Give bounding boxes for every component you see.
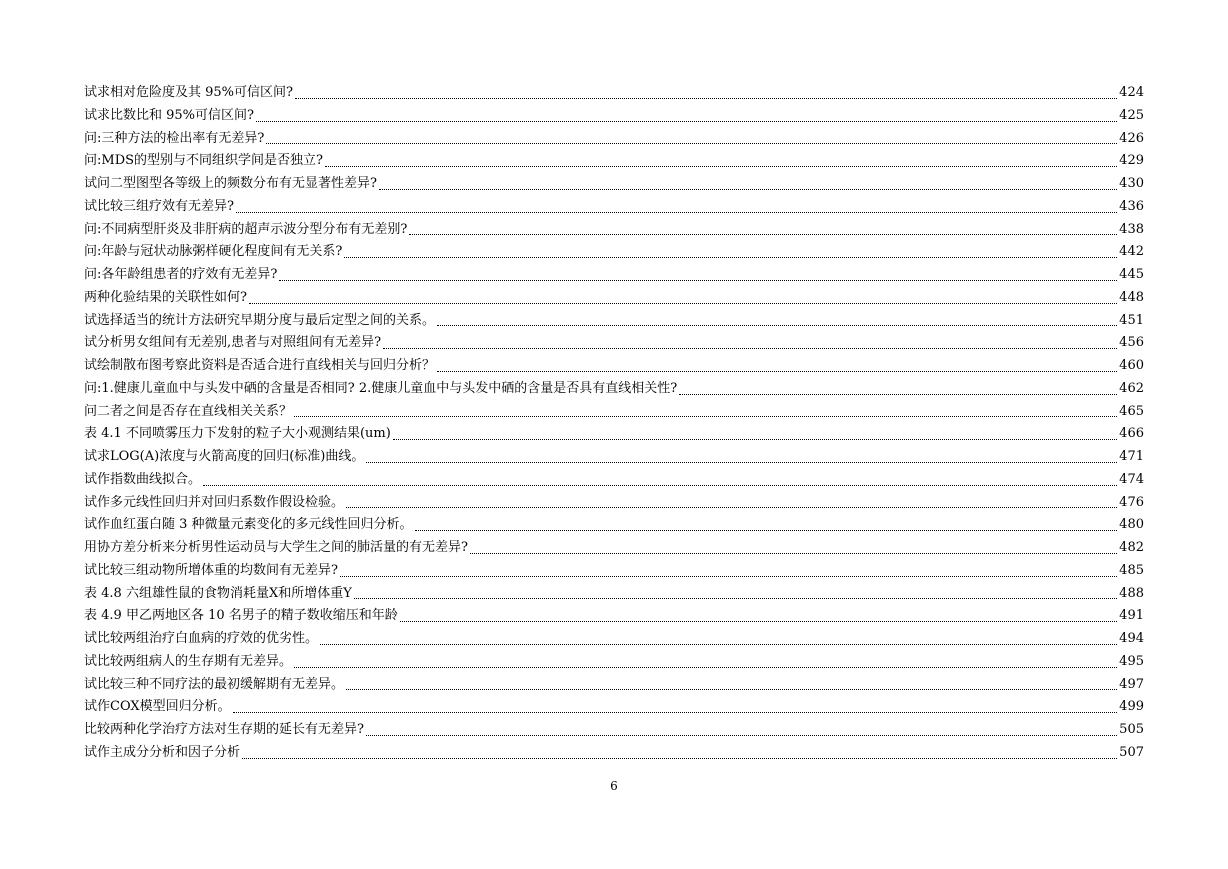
toc-entry[interactable] bbox=[84, 537, 1144, 560]
dot-leader bbox=[354, 598, 1117, 599]
toc-entry-page: 466 bbox=[1119, 426, 1144, 442]
toc-entry[interactable] bbox=[84, 628, 1144, 651]
toc-entry[interactable] bbox=[84, 560, 1144, 583]
toc-entry-page: 494 bbox=[1119, 631, 1144, 646]
dot-leader bbox=[437, 325, 1117, 326]
toc-entry-page: 462 bbox=[1119, 380, 1144, 396]
toc-entry[interactable] bbox=[84, 264, 1144, 287]
toc-entry-page: 460 bbox=[1119, 358, 1144, 373]
toc-entry-page: 491 bbox=[1119, 608, 1144, 624]
toc-entry-title: 试比较三组动物所增体重的均数间有无差异? bbox=[84, 562, 338, 578]
dot-leader bbox=[340, 576, 1117, 577]
page-number: 6 bbox=[610, 779, 618, 793]
toc-entry-title: 问二者之间是否存在直线相关关系？ bbox=[84, 403, 293, 419]
dot-leader bbox=[266, 143, 1117, 144]
toc-entry[interactable] bbox=[84, 696, 1144, 719]
dot-leader bbox=[294, 416, 1117, 417]
dot-leader bbox=[415, 530, 1118, 531]
dot-leader bbox=[344, 257, 1117, 258]
toc-entry-page: 456 bbox=[1119, 335, 1144, 351]
toc-entry-page: 471 bbox=[1119, 449, 1144, 464]
toc-entry-page: 507 bbox=[1119, 744, 1144, 760]
toc-entry[interactable] bbox=[84, 128, 1144, 151]
toc-entry-page: 488 bbox=[1119, 585, 1144, 601]
toc-entry[interactable] bbox=[84, 651, 1144, 674]
toc-entry-title: 表 4.8 六组雄性鼠的食物消耗量X和所增体重Y bbox=[84, 585, 352, 601]
dot-leader bbox=[256, 121, 1117, 122]
toc-entry-title: 用协方差分析来分析男性运动员与大学生之间的肺活量的有无差异? bbox=[84, 540, 468, 555]
toc-entry-title: 两种化验结果的关联性如何? bbox=[84, 289, 247, 305]
toc-entry-title: 试分析男女组间有无差别,患者与对照组间有无差异? bbox=[84, 335, 382, 351]
toc-entry-title: 试比较两组治疗白血病的疗效的优劣性。 bbox=[84, 631, 319, 646]
toc-entry[interactable] bbox=[84, 332, 1144, 355]
toc-entry[interactable] bbox=[84, 287, 1144, 310]
toc-entry-title: 试作主成分分析和因子分析 bbox=[84, 744, 241, 760]
toc-entry-page: 430 bbox=[1119, 176, 1144, 191]
table-of-contents bbox=[84, 82, 1144, 765]
toc-entry[interactable] bbox=[84, 378, 1144, 401]
toc-entry[interactable] bbox=[84, 514, 1144, 537]
toc-entry-page: 451 bbox=[1119, 312, 1144, 328]
toc-entry-page: 438 bbox=[1119, 221, 1144, 237]
dot-leader bbox=[279, 280, 1117, 281]
toc-entry-page: 445 bbox=[1119, 267, 1144, 282]
toc-entry-title: 问:1.健康儿童血中与头发中硒的含量是否相同? 2.健康儿童血中与头发中硒的含量是否具有直线相关性? bbox=[84, 380, 678, 396]
dot-leader bbox=[400, 621, 1117, 622]
toc-entry-page: 485 bbox=[1119, 562, 1144, 578]
toc-entry-title: 试比较三组疗效有无差异? bbox=[84, 198, 234, 214]
toc-entry-page: 482 bbox=[1119, 540, 1144, 555]
toc-entry[interactable] bbox=[84, 469, 1144, 492]
toc-entry-title: 试作指数曲线拟合。 bbox=[84, 471, 202, 487]
toc-entry-title: 试作COX模型回归分析。 bbox=[84, 699, 231, 715]
toc-entry[interactable] bbox=[84, 196, 1144, 219]
toc-entry-page: 474 bbox=[1119, 471, 1144, 487]
toc-entry-title: 试求LOG(A)浓度与火箭高度的回归(标准)曲线。 bbox=[84, 449, 365, 464]
toc-entry[interactable] bbox=[84, 82, 1144, 105]
dot-leader bbox=[346, 689, 1117, 690]
toc-entry-title: 问:各年龄组患者的疗效有无差异? bbox=[84, 267, 278, 282]
toc-entry-page: 436 bbox=[1119, 198, 1144, 214]
dot-leader bbox=[679, 394, 1117, 395]
toc-entry-page: 480 bbox=[1119, 517, 1144, 533]
toc-entry[interactable] bbox=[84, 355, 1144, 378]
toc-entry-page: 425 bbox=[1119, 107, 1144, 123]
dot-leader bbox=[409, 234, 1117, 235]
toc-entry[interactable] bbox=[84, 492, 1144, 515]
toc-entry-title: 比较两种化学治疗方法对生存期的延长有无差异? bbox=[84, 722, 364, 737]
toc-entry-title: 试绘制散布图考察此资料是否适合进行直线相关与回归分析？ bbox=[84, 358, 436, 373]
toc-entry-title: 试作多元线性回归并对回归系数作假设检验。 bbox=[84, 494, 345, 510]
dot-leader bbox=[203, 485, 1117, 486]
toc-entry-title: 试问二型图型各等级上的频数分布有无显著性差异? bbox=[84, 176, 377, 191]
toc-entry[interactable] bbox=[84, 583, 1144, 606]
toc-entry-page: 429 bbox=[1119, 153, 1144, 169]
toc-entry-title: 试作血红蛋白随 3 种微量元素变化的多元线性回归分析。 bbox=[84, 517, 413, 533]
toc-entry-page: 465 bbox=[1119, 403, 1144, 419]
toc-entry-title: 试比较三种不同疗法的最初缓解期有无差异。 bbox=[84, 676, 345, 692]
toc-entry-title: 试比较两组病人的生存期有无差异。 bbox=[84, 653, 293, 669]
toc-entry[interactable] bbox=[84, 423, 1144, 446]
dot-leader bbox=[295, 98, 1117, 99]
toc-entry-page: 476 bbox=[1119, 494, 1144, 510]
toc-entry-page: 495 bbox=[1119, 653, 1144, 669]
toc-entry-title: 表 4.1 不同喷雾压力下发射的粒子大小观测结果(um) bbox=[84, 426, 391, 442]
toc-entry-page: 426 bbox=[1119, 130, 1144, 146]
toc-entry-title: 问:年龄与冠状动脉粥样硬化程度间有无关系? bbox=[84, 244, 343, 260]
toc-entry[interactable] bbox=[84, 742, 1144, 765]
toc-entry[interactable] bbox=[84, 241, 1144, 264]
dot-leader bbox=[233, 712, 1118, 713]
dot-leader bbox=[294, 667, 1117, 668]
toc-entry[interactable] bbox=[84, 310, 1144, 333]
dot-leader bbox=[325, 166, 1117, 167]
toc-entry-title: 试求相对危险度及其 95%可信区间? bbox=[84, 85, 293, 100]
toc-entry[interactable] bbox=[84, 605, 1144, 628]
toc-entry[interactable] bbox=[84, 401, 1144, 424]
toc-entry-title: 试选择适当的统计方法研究早期分度与最后定型之间的关系。 bbox=[84, 312, 436, 328]
dot-leader bbox=[320, 644, 1117, 645]
toc-entry-title: 试求比数比和 95%可信区间? bbox=[84, 107, 254, 123]
toc-entry-title: 问:不同病型肝炎及非肝病的超声示波分型分布有无差别? bbox=[84, 221, 408, 237]
toc-entry-page: 442 bbox=[1119, 244, 1144, 260]
toc-entry-page: 499 bbox=[1119, 699, 1144, 715]
dot-leader bbox=[437, 371, 1117, 372]
toc-entry[interactable] bbox=[84, 674, 1144, 697]
dot-leader bbox=[383, 348, 1117, 349]
dot-leader bbox=[366, 735, 1117, 736]
toc-entry-page: 448 bbox=[1119, 289, 1144, 305]
toc-entry-page: 505 bbox=[1119, 722, 1144, 737]
toc-entry[interactable] bbox=[84, 719, 1144, 742]
toc-entry-page: 497 bbox=[1119, 676, 1144, 692]
toc-entry[interactable] bbox=[84, 173, 1144, 196]
toc-entry[interactable] bbox=[84, 105, 1144, 128]
toc-entry-title: 问:MDS的型别与不同组织学间是否独立? bbox=[84, 153, 323, 169]
dot-leader bbox=[242, 758, 1117, 759]
toc-entry-title: 问:三种方法的检出率有无差异? bbox=[84, 130, 265, 146]
dot-leader bbox=[393, 439, 1117, 440]
toc-entry[interactable] bbox=[84, 219, 1144, 242]
toc-entry[interactable] bbox=[84, 150, 1144, 173]
toc-entry-page: 424 bbox=[1119, 85, 1144, 100]
dot-leader bbox=[379, 189, 1117, 190]
dot-leader bbox=[470, 553, 1117, 554]
dot-leader bbox=[366, 462, 1117, 463]
dot-leader bbox=[346, 507, 1117, 508]
dot-leader bbox=[249, 303, 1117, 304]
toc-entry[interactable] bbox=[84, 446, 1144, 469]
dot-leader bbox=[236, 212, 1117, 213]
toc-entry-title: 表 4.9 甲乙两地区各 10 名男子的精子数收缩压和年龄 bbox=[84, 608, 398, 624]
